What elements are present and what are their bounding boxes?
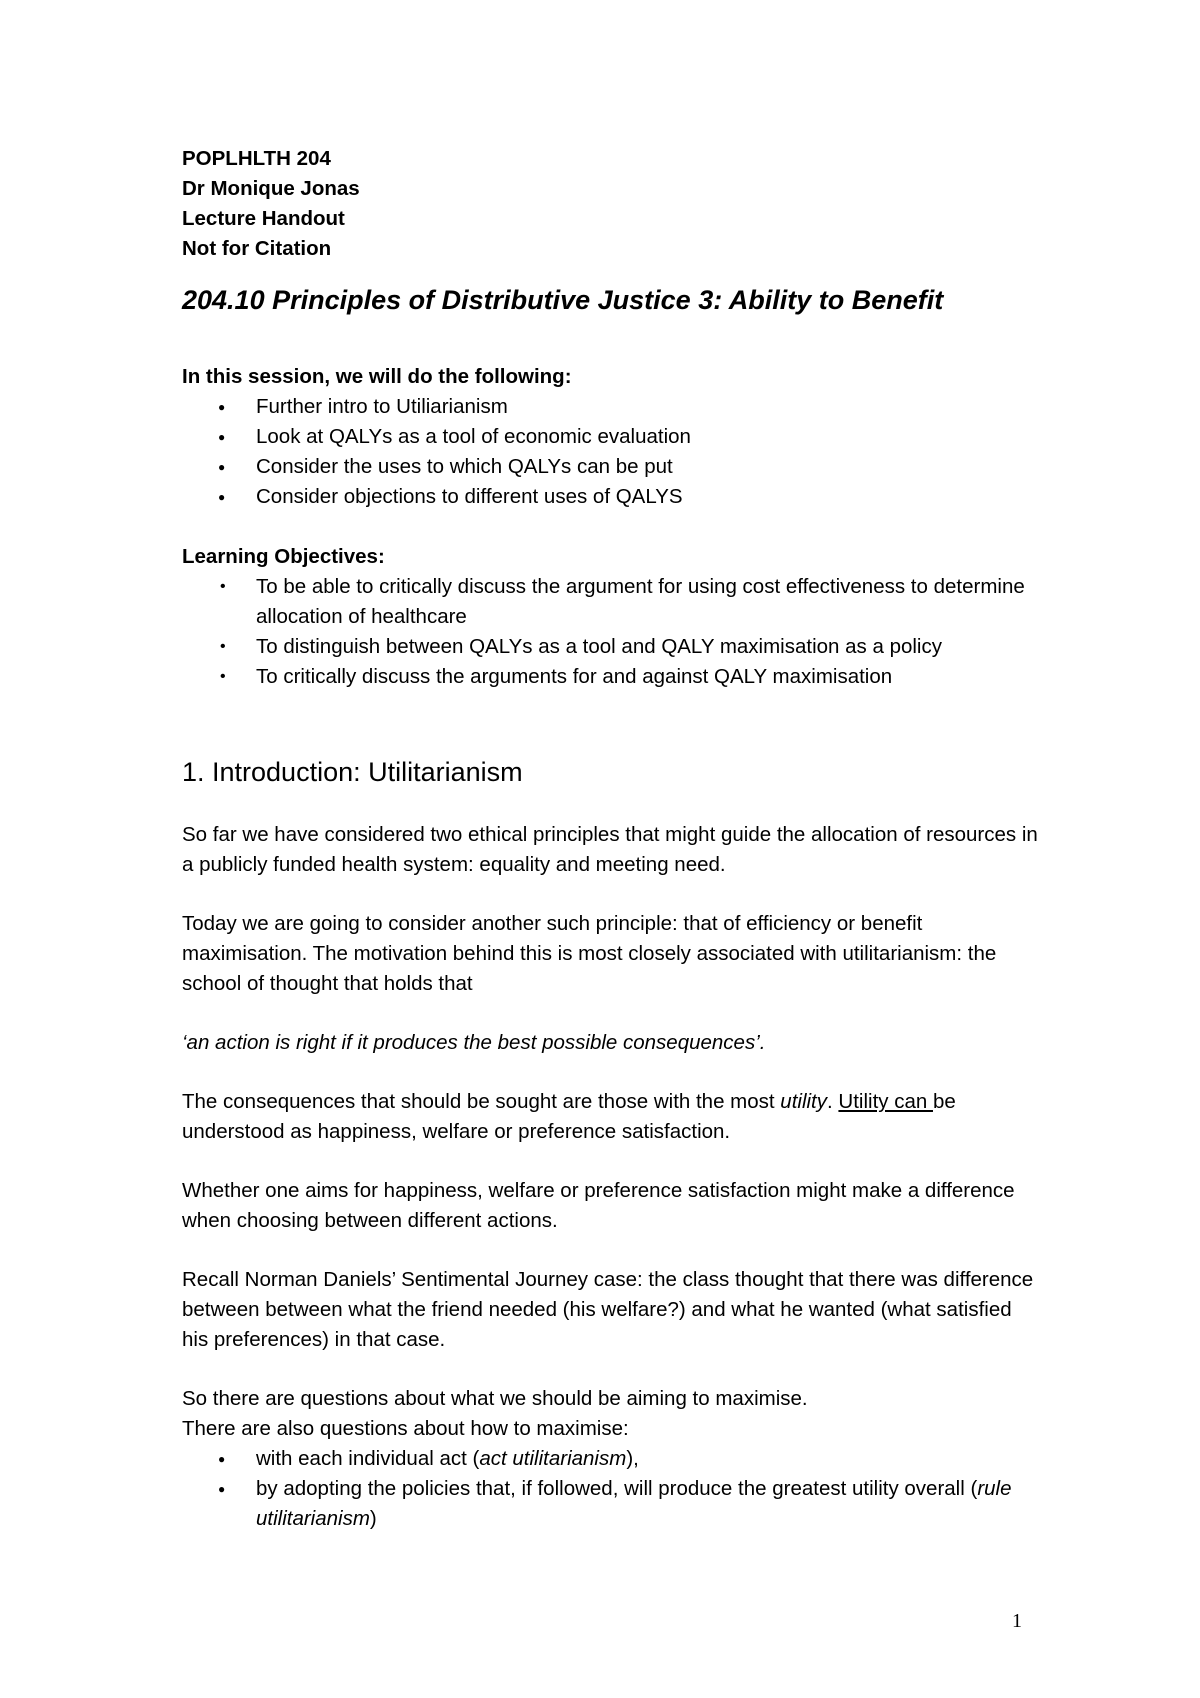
text-run: by adopting the policies that, if followed, will produce the greatest utility overall ( [256, 1477, 978, 1500]
course-code: POPLHLTH 204 [182, 147, 331, 170]
page-number: 1 [1012, 1610, 1022, 1632]
maximise-list [182, 1444, 1042, 1534]
text-run: with each individual act ( [256, 1447, 480, 1470]
document-header [182, 144, 1042, 264]
list-item: ● Look at QALYs as a tool of economic evaluation [182, 422, 1042, 452]
lecturer-name: Dr Monique Jonas [182, 177, 360, 200]
paragraph: So there are questions about what we should be aiming to maximise. [182, 1387, 808, 1410]
text-run-underlined: Utility can [838, 1090, 933, 1113]
list-item: • To be able to critically discuss the argument for using cost effectiveness to determine allocation of healthcare [182, 572, 1042, 632]
text-run-italic: rule utilitarianism [256, 1477, 1012, 1530]
quote: ‘an action is right if it produces the best possible consequences’. [182, 1031, 766, 1054]
text-run: The consequences that should be sought are those with the most [182, 1090, 781, 1113]
list-item [182, 1474, 1042, 1534]
list-item [182, 1444, 1042, 1474]
paragraph: Whether one aims for happiness, welfare or preference satisfaction might make a difference when choosing between different actions. [182, 1179, 1015, 1232]
list-item: • To critically discuss the arguments for and against QALY maximisation [182, 662, 1042, 692]
paragraph: There are also questions about how to maximise: [182, 1417, 629, 1440]
list-item: • To distinguish between QALYs as a tool and QALY maximisation as a policy [182, 632, 1042, 662]
text-run: ) [369, 1507, 377, 1530]
paragraph: Recall Norman Daniels’ Sentimental Journey case: the class thought that there was difference between between what the friend needed (his welfare?) and what he wanted (what satisfied his preferences) in that case. [182, 1268, 1034, 1351]
page-title: 204.10 Principles of Distributive Justice 3: Ability to Benefit [182, 285, 944, 315]
session-heading: In this session, we will do the following: [182, 365, 572, 388]
paragraph: Today we are going to consider another such principle: that of efficiency or benefit maximisation. The motivation behind this is most closely associated with utilitarianism: the school of thought that holds that [182, 912, 997, 995]
section-heading: 1. Introduction: Utilitarianism [182, 757, 523, 787]
text-run-italic: utility [780, 1090, 828, 1113]
paragraph [182, 1087, 1042, 1147]
citation-notice: Not for Citation [182, 237, 332, 260]
objectives-heading: Learning Objectives: [182, 545, 385, 568]
text-run-italic: act utilitarianism [479, 1447, 627, 1470]
objectives-list [182, 572, 1042, 692]
paragraph: So far we have considered two ethical principles that might guide the allocation of resources in a publicly funded health system: equality and meeting need. [182, 823, 1038, 876]
text-run: be understood as happiness, welfare or preference satisfaction. [182, 1090, 956, 1143]
learning-objectives [182, 542, 1042, 692]
document-page [182, 144, 1042, 1534]
session-overview [182, 362, 1042, 512]
list-item: ● Consider objections to different uses of QALYS [182, 482, 1042, 512]
list-item: ● Consider the uses to which QALYs can be put [182, 452, 1042, 482]
text-run: ), [626, 1447, 639, 1470]
document-type: Lecture Handout [182, 207, 345, 230]
text-run: . [827, 1090, 839, 1113]
list-item: ● Further intro to Utiliarianism [182, 392, 1042, 422]
session-list [182, 392, 1042, 512]
